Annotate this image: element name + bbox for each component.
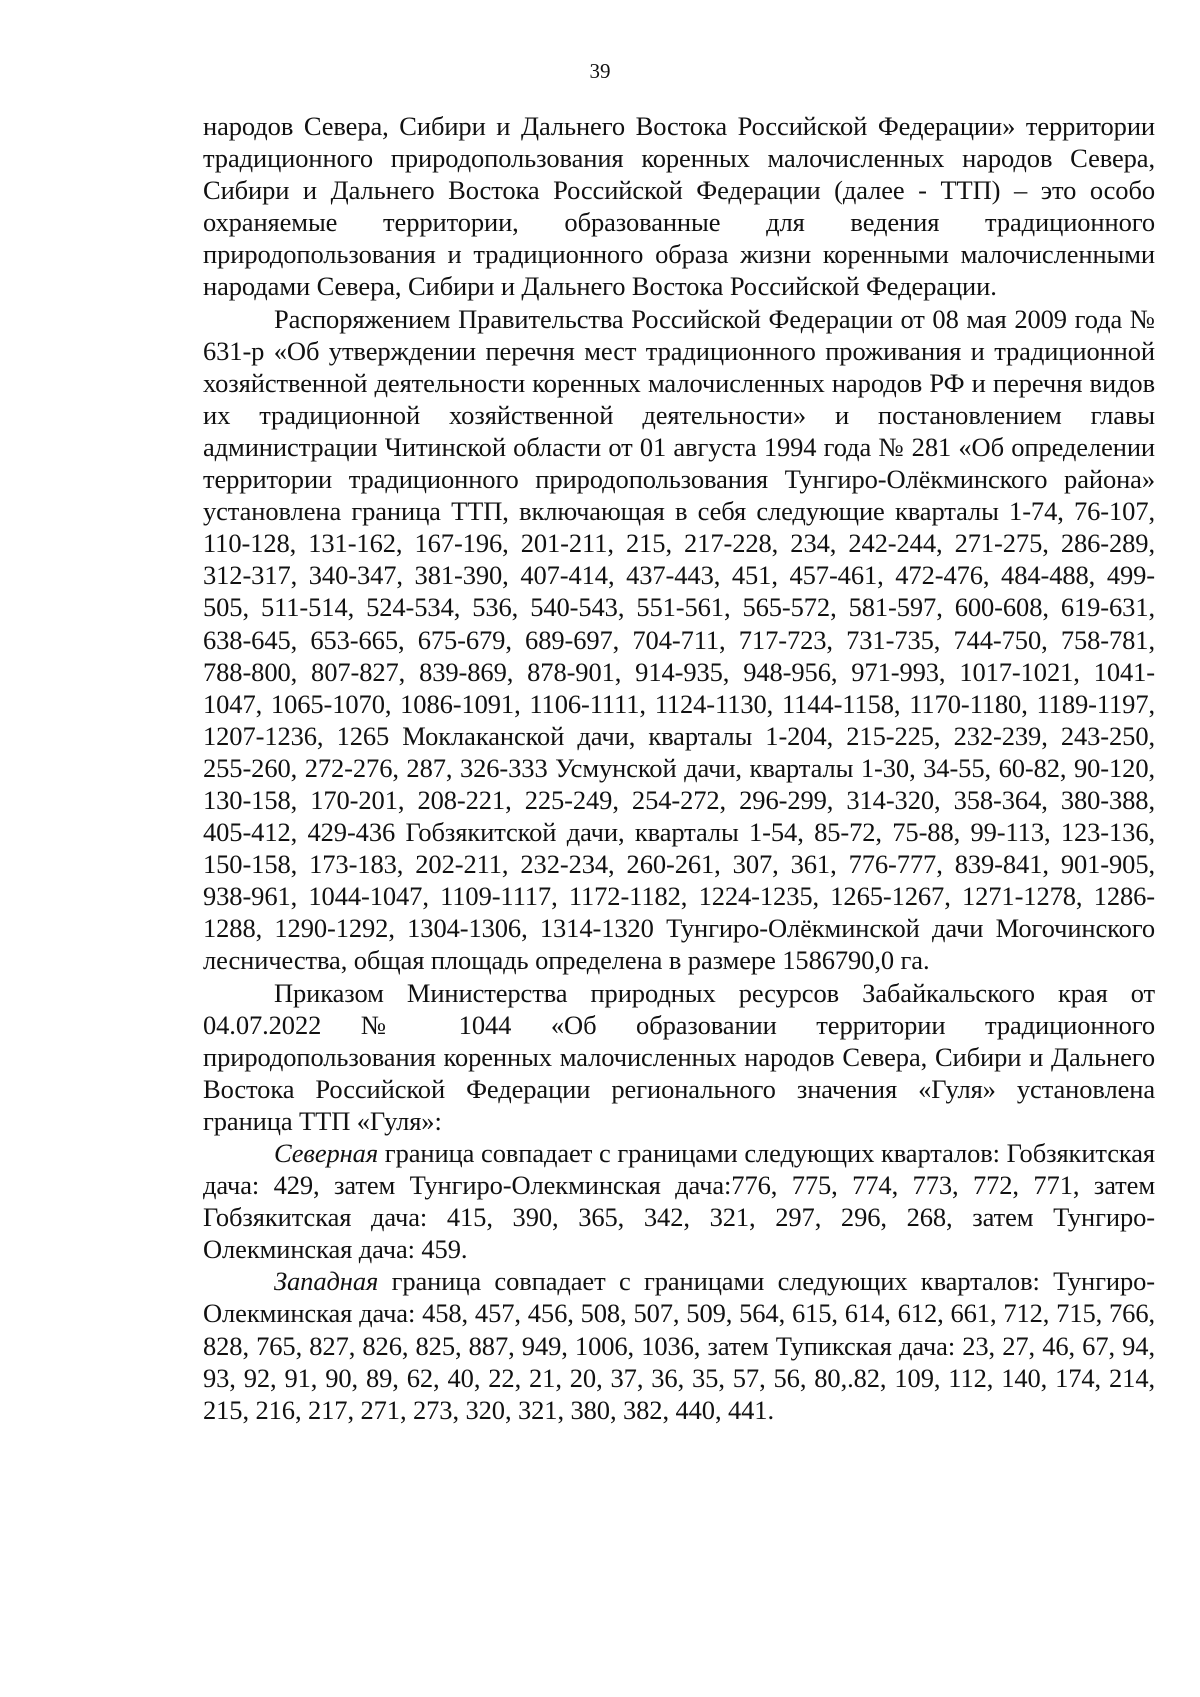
paragraph-text: Распоряжением Правительства Российской Федерации от 08 мая 2009 года № 631-р «Об утверждении перечня мест традиционного проживания и традиционной хозяйственной деятельности коренных малочисленных народов РФ и перечня видов их традиционной хозяйственной деятельности» и постановлением главы администрации Читинской области от 01 августа 1994 года № 281 «Об определении территории традиционного природопользования Тунгиро-Олёкминского района» установлена граница ТТП, включающая в себя следующие кварталы 1-74, 76-107, 110-128, 131-162, 167-196, 201-211, 215, 217-228, 234, 242-244, 271-275, 286-289, 312-317, 340-347, 381-390, 407-414, 437-443, 451, 457-461, 472-476, 484-488, 499-505, 511-514, 524-534, 536, 540-543, 551-561, 565-572, 581-597, 600-608, 619-631, 638-645, 653-665, 675-679, 689-697, 704-711, 717-723, 731-735, 744-750, 758-781, 788-800, 807-827, 839-869, 878-901, 914-935, 948-956, 971-993, 1017-1021, 1041-1047, 1065-1070, 1086-1091, 1106-1111, 1124-1130, 1144-1158, 1170-1180, 1189-1197, 1207-1236, 1265 Моклаканской дачи, кварталы 1-204, 215-225, 232-239, 243-250, 255-260, 272-276, 287, 326-333 Усмунской дачи, кварталы 1-30, 34-55, 60-82, 90-120, 130-158, 170-201, 208-221, 225-249, 254-272, 296-299, 314-320, 358-364, 380-388, 405-412, 429-436 Гобзякитской дачи, кварталы 1-54, 85-72, 75-88, 99-113, 123-136, 150-158, 173-183, 202-211, 232-234, 260-261, 307, 361, 776-777, 839-841, 901-905, 938-961, 1044-1047, 1109-1117, 1172-1182, 1224-1235, 1265-1267, 1271-1278, 1286-1288, 1290-1292, 1304-1306, 1314-1320 Тунгиро-Олёкминской дачи Могочинского лесничества, общая площадь определена в размере 1586790,0 га.: [203, 303, 1155, 976]
paragraph-ttp-definition: [203, 110, 1155, 303]
paragraph-text: граница совпадает с границами следующих кварталов: Тунгиро-Олекминская дача: 458, 457, 456, 508, 507, 509, 564, 615, 614, 612, 661, 712, 715, 766, 828, 765, 827, 826, 825, 887, 949, 1006, 1036, затем Тупикская дача: 23, 27, 46, 67, 94, 93, 92, 91, 90, 89, 62, 40, 22, 21, 20, 37, 36, 35, 57, 56, 80,.82, 109, 112, 140, 174, 214, 215, 216, 217, 271, 273, 320, 321, 380, 382, 440, 441.: [203, 1266, 1155, 1425]
paragraph-text: Приказом Министерства природных ресурсов Забайкальского края от 04.07.2022 № 1044 «Об образовании территории традиционного природопользования коренных малочисленных народов Севера, Сибири и Дальнего Востока Российской Федерации регионального значения «Гуля» установлена граница ТТП «Гуля»:: [203, 977, 1155, 1136]
document-body: [203, 110, 1155, 1426]
paragraph-government-order: [203, 303, 1155, 977]
paragraph-northern-boundary: [203, 1137, 1155, 1265]
boundary-label-northern: Северная: [274, 1138, 379, 1168]
paragraph-western-boundary: [203, 1265, 1155, 1425]
paragraph-text: граница совпадает с границами следующих кварталов: Гобзякитская дача: 429, затем Тунгиро-Олекминская дача:776, 775, 774, 773, 772, 771, затем Гобзякитская дача: 415, 390, 365, 342, 321, 297, 296, 268, затем Тунгиро-Олекминская дача: 459.: [203, 1138, 1155, 1265]
paragraph-ministry-order: [203, 977, 1155, 1137]
page-number: 39: [589, 59, 611, 83]
boundary-label-western: Западная: [274, 1266, 379, 1297]
paragraph-text: народов Севера, Сибири и Дальнего Востока Российской Федерации» территории традиционного природопользования коренных малочисленных народов Севера, Сибири и Дальнего Востока Российской Федерации (далее - ТТП) – это особо охраняемые территории, образованные для ведения традиционного природопользования и традиционного образа жизни коренными малочисленными народами Севера, Сибири и Дальнего Востока Российской Федерации.: [203, 111, 1155, 302]
